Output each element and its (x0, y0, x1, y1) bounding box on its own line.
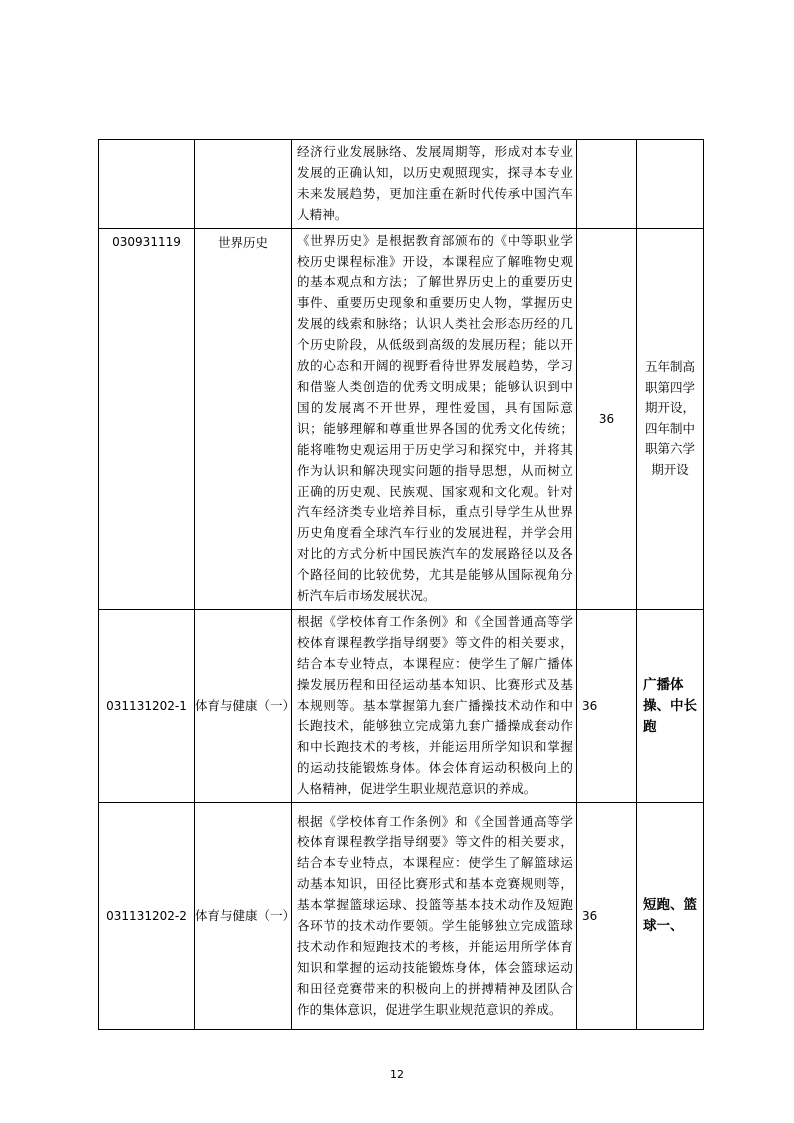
course-hours-cell: 36 (577, 803, 637, 1030)
table-row (99, 803, 704, 1030)
course-code-cell: 030931119 (99, 228, 195, 609)
page-number: 12 (390, 1068, 404, 1081)
table-row (99, 140, 704, 229)
course-description-cell: 《世界历史》是根据教育部颁布的《中等职业学校历史课程标准》开设，本课程应了解唯物史观的基本观点和方法；了解世界历史上的重要历史事件、重要历史现象和重要历史人物，掌握历史发展的线索和脉络；认识人类社会形态历经的几个历史阶段，从低级到高级的发展历程；能以开放的心态和开阔的视野看待世界发展趋势，学习和借鉴人类创造的优秀文明成果；能够认识到中国的发展离不开世界，理性爱国，具有国际意识；能够理解和尊重世界各国的优秀文化传统；能将唯物史观运用于历史学习和探究中，并将其作为认识和解决现实问题的指导思想，从而树立正确的历史观、民族观、国家观和文化观。针对汽车经济类专业培养目标，重点引导学生从世界历史角度看全球汽车行业的发展进程，并学会用对比的方式分析中国民族汽车的发展路径以及各个路径间的比较优势，尤其是能够从国际视角分析汽车后市场发展状况。 (292, 228, 577, 609)
course-code-cell (99, 140, 195, 229)
course-hours-cell (577, 140, 637, 229)
course-description-cell: 经济行业发展脉络、发展周期等，形成对本专业发展的正确认知，以历史观照现实，探寻本专业未来发展趋势，更加注重在新时代传承中国汽车人精神。 (292, 140, 577, 229)
course-hours-cell: 36 (577, 609, 637, 802)
course-note-cell: 广播体操、中长跑 (637, 609, 704, 802)
course-note-cell: 短跑、篮球一、 (637, 803, 704, 1030)
course-table (98, 139, 704, 1030)
course-note-cell (637, 140, 704, 229)
course-description-cell: 根据《学校体育工作条例》和《全国普通高等学校体育课程教学指导纲要》等文件的相关要求，结合本专业特点，本课程应：使学生了解广播体操发展历程和田径运动基本知识、比赛形式及基本规则等。基本掌握第九套广播操技术动作和中长跑技术，能够独立完成第九套广播操成套动作和中长跑技术的考核，并能运用所学知识和掌握的运动技能锻炼身体。体会体育运动积极向上的人格精神，促进学生职业规范意识的养成。 (292, 609, 577, 802)
course-note-cell: 五年制高职第四学期开设，四年制中职第六学期开设 (637, 228, 704, 609)
course-name-cell: 体育与健康（一） (195, 803, 292, 1030)
course-name-cell (195, 140, 292, 229)
course-description-cell: 根据《学校体育工作条例》和《全国普通高等学校体育课程教学指导纲要》等文件的相关要求，结合本专业特点，本课程应：使学生了解篮球运动基本知识，田径比赛形式和基本竞赛规则等，基本掌握篮球运球、投篮等基本技术动作及短跑各环节的技术动作要领。学生能够独立完成篮球技术动作和短跑技术的考核，并能运用所学体育知识和掌握的运动技能锻炼身体，体会篮球运动和田径竞赛带来的积极向上的拼搏精神及团队合作的集体意识，促进学生职业规范意识的养成。 (292, 803, 577, 1030)
table-row (99, 609, 704, 802)
table-row (99, 228, 704, 609)
course-code-cell: 031131202-1 (99, 609, 195, 802)
course-hours-cell: 36 (577, 228, 637, 609)
course-code-cell: 031131202-2 (99, 803, 195, 1030)
course-name-cell: 世界历史 (195, 228, 292, 609)
course-name-cell: 体育与健康（一） (195, 609, 292, 802)
